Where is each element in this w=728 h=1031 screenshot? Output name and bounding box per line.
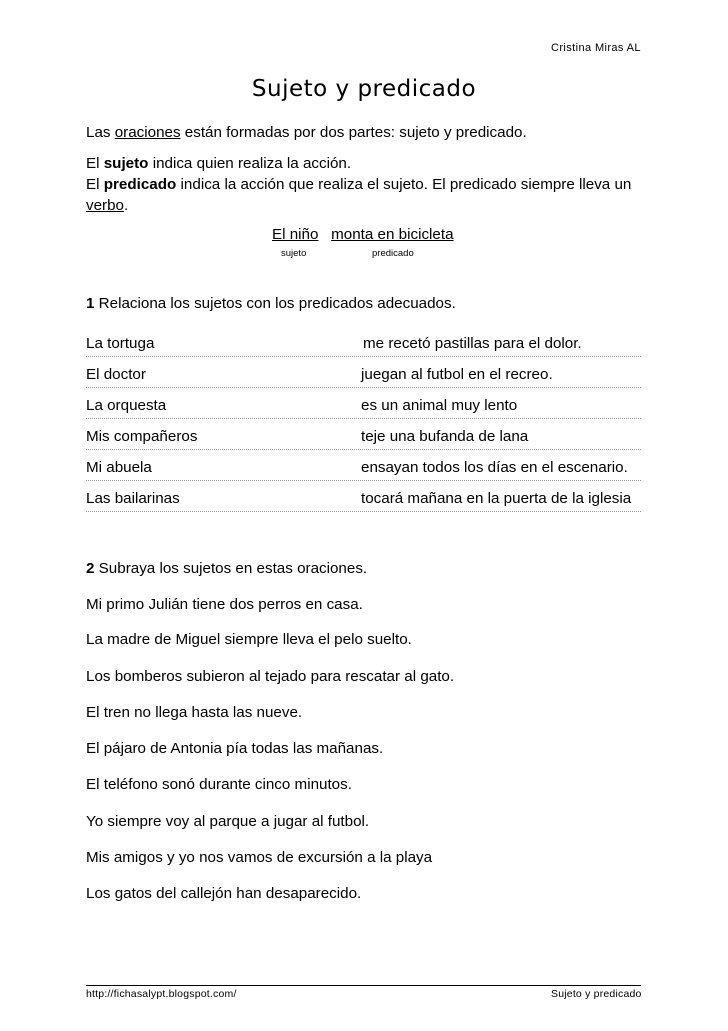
exercise-number: 2 [86,560,95,577]
row-divider [86,356,641,357]
exercise-number: 1 [86,295,95,312]
author-name: Cristina Miras AL [551,42,641,54]
definitions-paragraph [86,153,646,216]
subject-item: La orquesta [86,397,167,414]
predicate-item: teje una bufanda de lana [361,428,529,445]
keyword-predicado: predicado [103,176,177,193]
predicate-item: es un animal muy lento [361,397,518,414]
row-divider [86,511,641,512]
predicate-item: juegan al futbol en el recreo. [361,366,553,383]
sentence-item: Mis amigos y yo nos vamos de excursión a la playa [86,849,433,866]
oraciones-link: oraciones [114,124,181,141]
footer-title: Sujeto y predicado [551,988,642,1000]
example-subject: El niño [272,226,319,243]
footer-divider [86,985,641,986]
verb-line [86,195,646,216]
example-predicate-label: predicado [372,248,414,259]
row-divider [86,387,641,388]
sentence-item: Mi primo Julián tiene dos perros en casa. [86,596,363,613]
predicate-item: ensayan todos los días en el escenario. [361,459,628,476]
exercise-instruction: Subraya los sujetos en estas oraciones. [94,560,368,577]
example-predicate: monta en bicicleta [331,226,454,243]
exercise-1-title [86,295,456,312]
sentence-item: Los bomberos subieron al tejado para rescatar al gato. [86,668,455,685]
footer-url-link[interactable]: http://fichasalypt.blogspot.com/ [86,988,237,1000]
exercise-instruction: Relaciona los sujetos con los predicados adecuados. [94,295,456,312]
subject-item: La tortuga [86,335,155,352]
keyword-verbo: verbo [86,197,124,214]
sentence-item: Los gatos del callejón han desaparecido. [86,885,362,902]
predicate-item: tocará mañana en la puerta de la iglesia [361,490,632,507]
keyword-sujeto: sujeto [103,155,149,172]
definition-text: indica la acción que realiza el sujeto. El predicado siempre lleva un [176,176,632,193]
definition-text: El [86,155,104,172]
predicate-item: me recetó pastillas para el dolor. [363,335,582,352]
row-divider [86,449,641,450]
subject-item: Mis compañeros [86,428,198,445]
exercise-2-title [86,560,367,577]
example-sentence [272,226,454,243]
definition-text: El [86,176,104,193]
intro-line-1 [86,124,527,142]
intro-text: están formadas por dos partes: sujeto y predicado. [180,124,527,141]
page-title: Sujeto y predicado [251,76,477,102]
sentence-item: La madre de Miguel siempre lleva el pelo suelto. [86,631,412,648]
sentence-item: El teléfono sonó durante cinco minutos. [86,776,352,793]
sentence-item: El pájaro de Antonia pía todas las mañanas. [86,740,384,757]
predicate-definition [86,174,646,195]
subject-item: Mi abuela [86,459,152,476]
subject-item: El doctor [86,366,146,383]
definition-text: indica quien realiza la acción. [148,155,352,172]
row-divider [86,418,641,419]
row-divider [86,480,641,481]
subject-definition [86,153,646,174]
example-subject-label: sujeto [281,248,307,259]
subject-item: Las bailarinas [86,490,180,507]
sentence-item: El tren no llega hasta las nueve. [86,704,303,721]
definition-text: . [124,197,129,214]
intro-text: Las [86,124,115,141]
sentence-item: Yo siempre voy al parque a jugar al futbol. [86,813,370,830]
